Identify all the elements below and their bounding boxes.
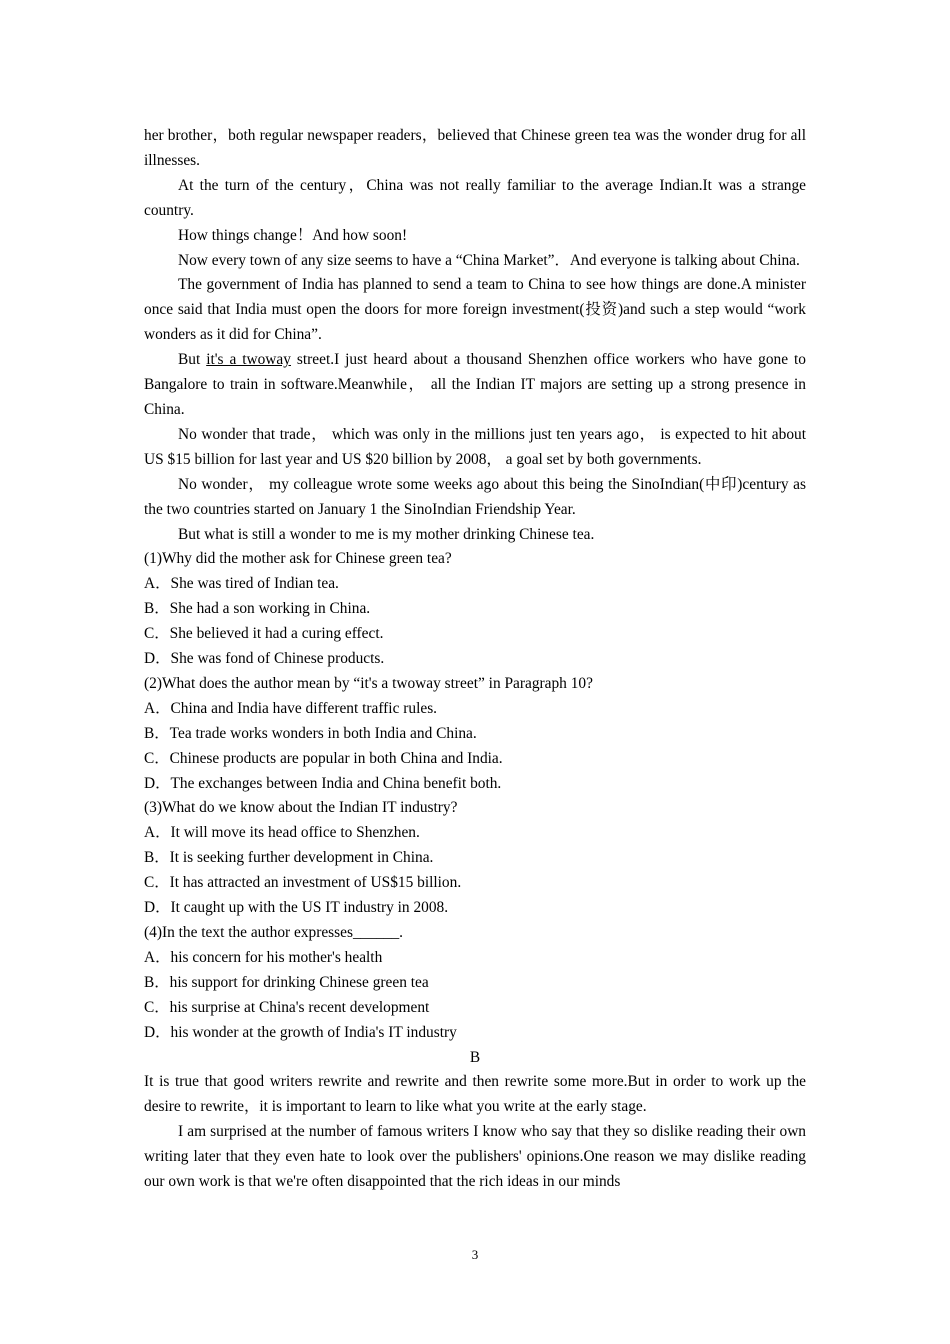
option-c: C．his surprise at China's recent development — [144, 998, 430, 1016]
option-b: B．his support for drinking Chinese green tea — [144, 973, 429, 991]
option-a: A．his concern for his mother's health — [144, 948, 383, 966]
passage-a-paragraph-1: her brother，both regular newspaper readers，believed that Chinese green tea was the wonder drug for all illnesses. — [144, 127, 806, 169]
page-number: 3 — [471, 1247, 479, 1262]
passage-a-paragraph-9: But what is still a wonder to me is my mother drinking Chinese tea. — [178, 525, 595, 543]
passage-a-paragraph-8: No wonder， my colleague wrote some weeks ago about this being the SinoIndian(中印)century as the two countries started on January 1 the SinoIndian Friendship Year. — [144, 475, 806, 518]
option-a: A．It will move its head office to Shenzhen. — [144, 824, 420, 842]
p6-lead: But — [178, 351, 207, 369]
passage-a-paragraph-2: At the turn of the century，China was not really familiar to the average Indian.It was a strange country. — [144, 176, 806, 219]
passage-b-paragraph-2: I am surprised at the number of famous writers I know who say that they so dislike reading their own writing later that they even hate to look over the publishers' opinions.One reason we may dislike reading our own work is that we're often disappointed that the rich ideas in our minds — [144, 1123, 806, 1191]
option-b: B．Tea trade works wonders in both India and China. — [144, 724, 477, 742]
option-d: D．She was fond of Chinese products. — [144, 650, 385, 668]
question-stem: (3)What do we know about the Indian IT industry? — [144, 799, 458, 817]
passage-a-paragraph-3: How things change！And how soon! — [178, 226, 408, 244]
option-a: A．China and India have different traffic rules. — [144, 699, 438, 717]
question-2 — [144, 672, 806, 797]
option-c: C．It has attracted an investment of US$15 billion. — [144, 874, 462, 892]
option-c: C．She believed it had a curing effect. — [144, 625, 384, 643]
section-b-heading: B — [469, 1048, 481, 1066]
question-stem: (1)Why did the mother ask for Chinese green tea? — [144, 550, 452, 568]
option-d: D．It caught up with the US IT industry in 2008. — [144, 899, 449, 917]
option-b: B．She had a son working in China. — [144, 600, 371, 618]
passage-a-paragraph-5: The government of India has planned to send a team to China to see how things are done.A minister once said that India must open the doors for more foreign investment(投资)and such a step would “work wonders as it did for China”. — [144, 276, 806, 344]
option-b: B．It is seeking further development in China. — [144, 849, 434, 867]
question-stem: (4)In the text the author expresses______. — [144, 924, 404, 941]
option-d: D．The exchanges between India and China benefit both. — [144, 774, 502, 792]
question-4 — [144, 921, 806, 1046]
option-d: D．his wonder at the growth of India's IT industry — [144, 1023, 457, 1041]
option-c: C．Chinese products are popular in both China and India. — [144, 749, 503, 767]
passage-a-paragraph-7: No wonder that trade， which was only in the millions just ten years ago， is expected to hit about US $15 billion for last year and US $20 billion by 2008， a goal set by both governments. — [144, 425, 806, 468]
p6-rest: street.I just heard about a thousand Shenzhen office workers who have gone to Bangalore to train in software.Meanwhile， all the Indian IT majors are setting up a strong presence in China. — [144, 351, 806, 418]
question-3 — [144, 796, 806, 921]
passage-b-paragraph-1: It is true that good writers rewrite and rewrite and then rewrite some more.But in order to work up the desire to rewrite，it is important to learn to like what you write at the early stage. — [144, 1073, 806, 1116]
passage-a-paragraph-4: Now every town of any size seems to have a “China Market”．And everyone is talking about China. — [178, 251, 800, 269]
underlined-phrase: it's a twoway — [206, 351, 291, 369]
passage-a-paragraph-6 — [144, 348, 806, 423]
question-1 — [144, 547, 806, 672]
option-a: A．She was tired of Indian tea. — [144, 575, 339, 593]
question-stem: (2)What does the author mean by “it's a twoway street” in Paragraph 10? — [144, 674, 593, 692]
document-page — [144, 124, 806, 1195]
